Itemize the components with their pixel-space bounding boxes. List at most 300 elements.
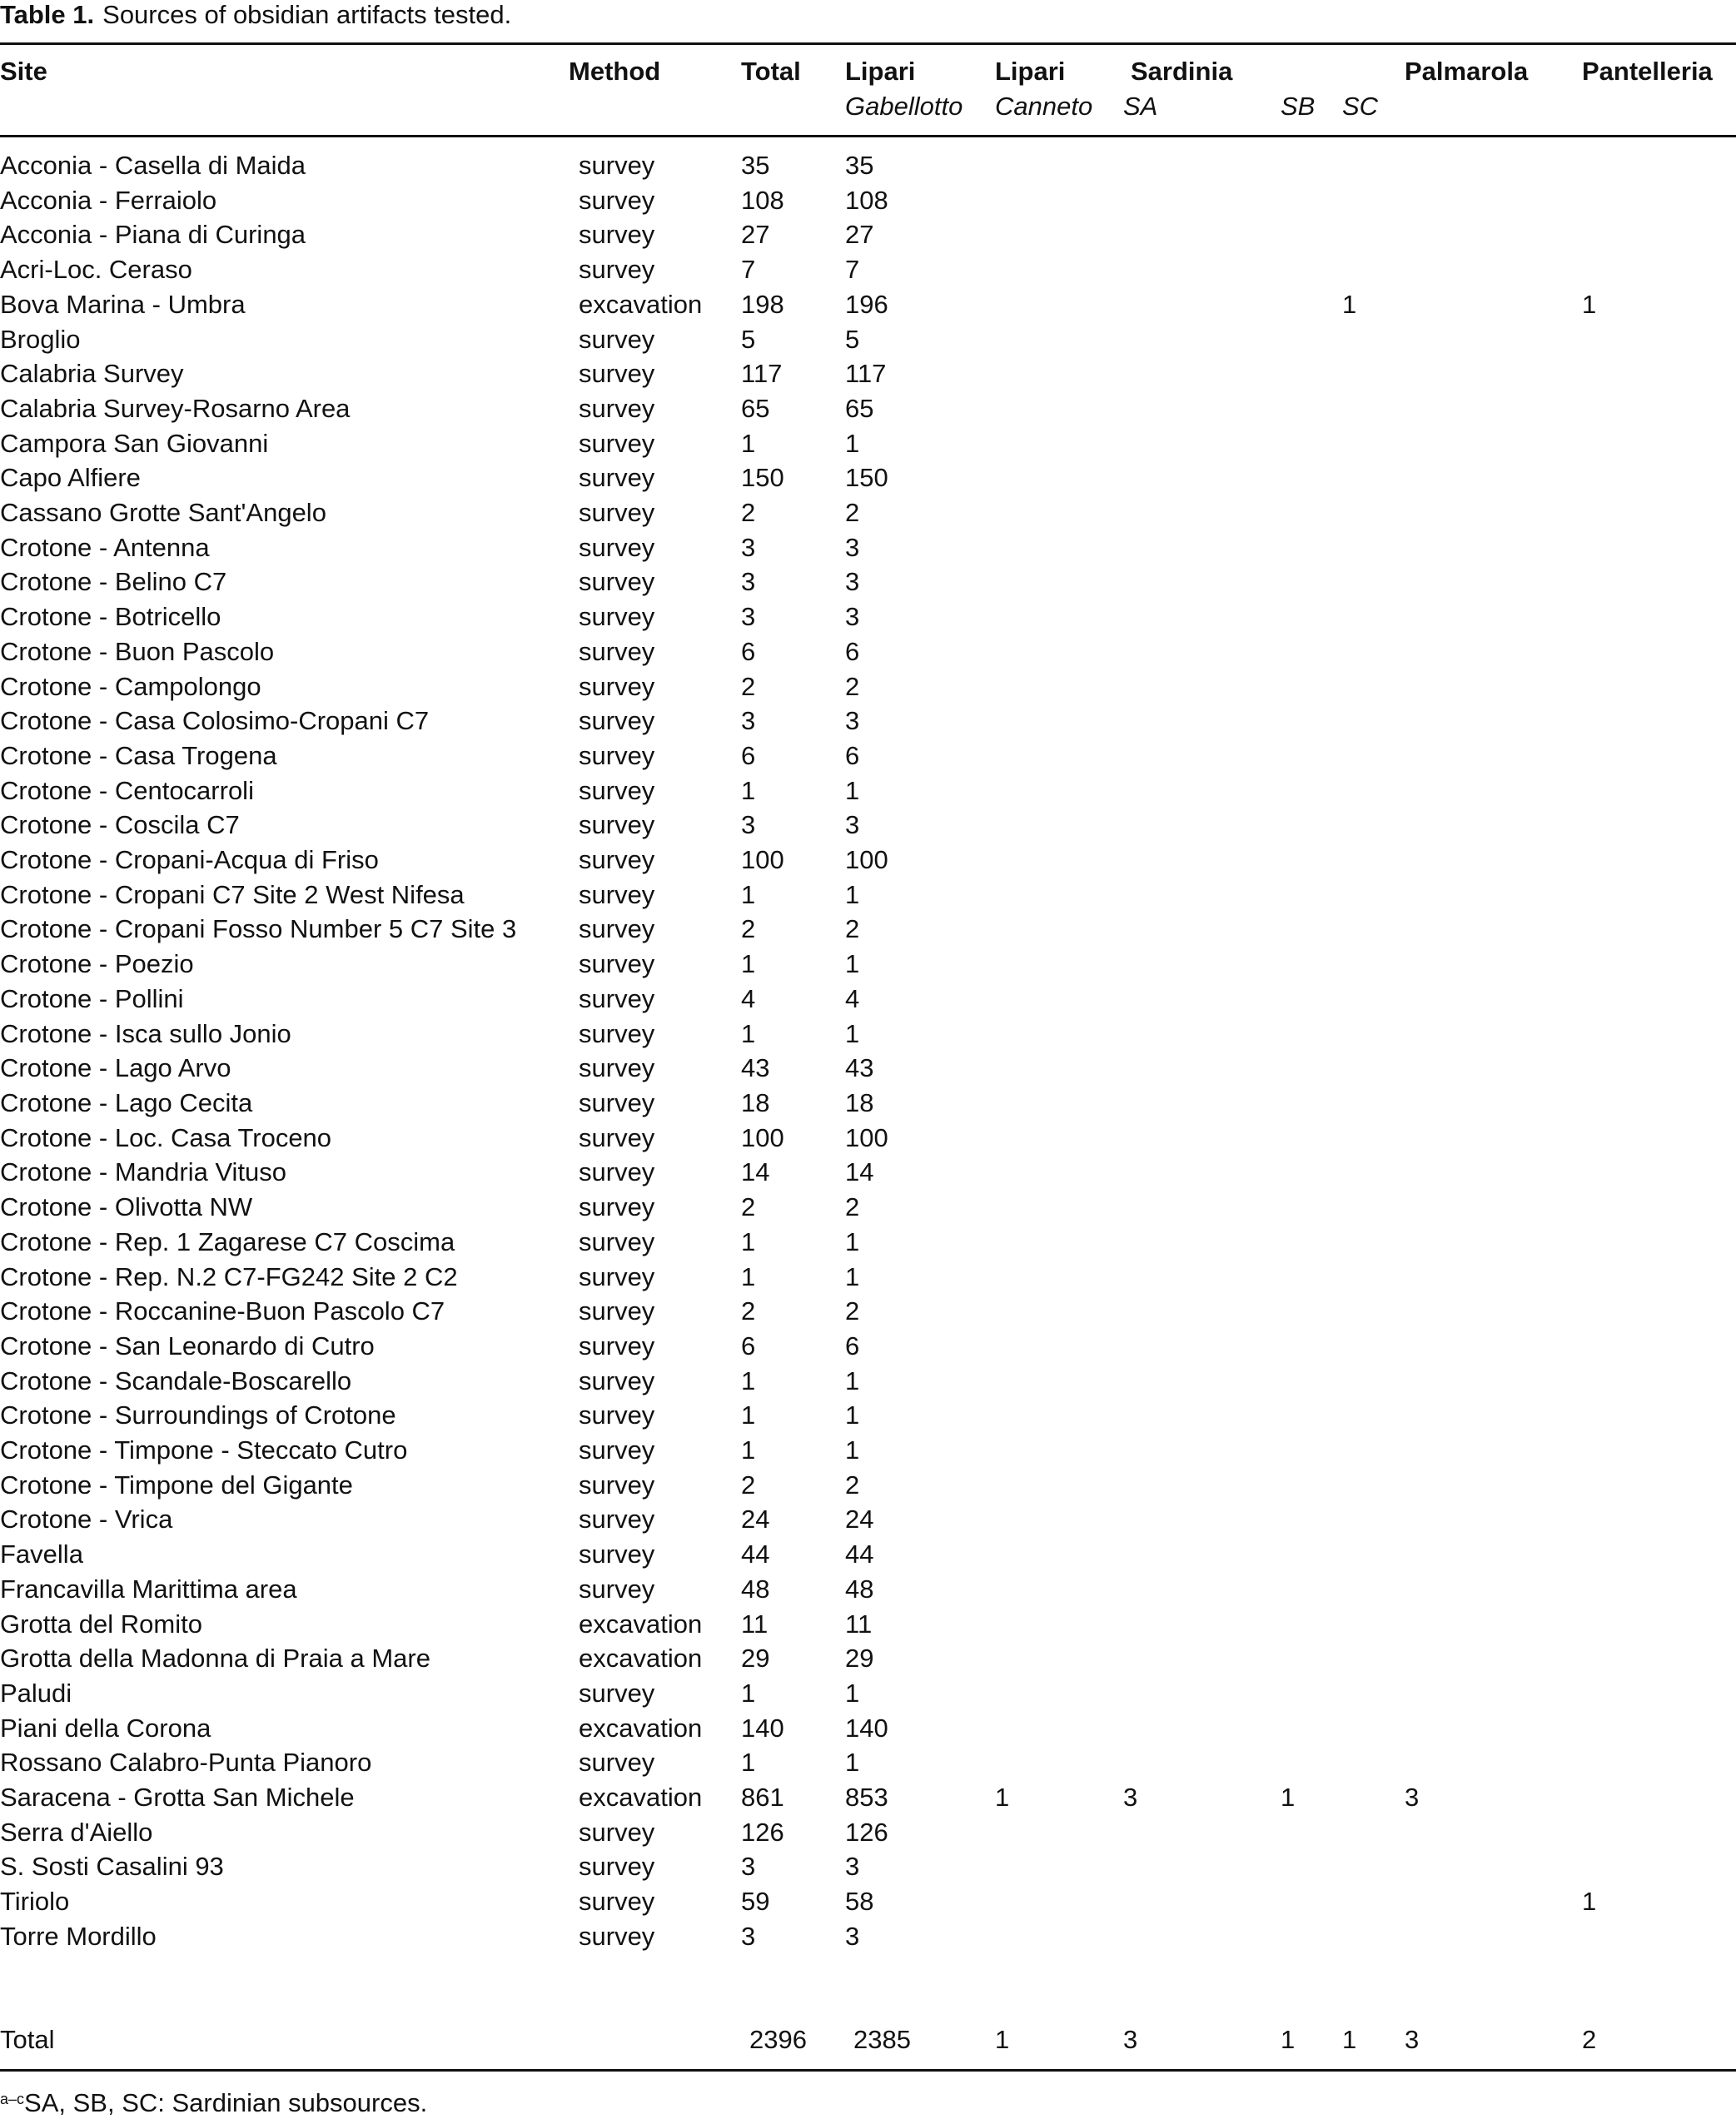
total-pantelleria: 2 <box>1582 2025 1597 2054</box>
cell-total: 1 <box>741 1748 756 1778</box>
cell-lipari-gabellotto: 1 <box>845 1400 860 1430</box>
cell-site: Crotone - Rep. N.2 C7-FG242 Site 2 C2 <box>0 1261 458 1291</box>
cell-lipari-canneto: 1 <box>995 1783 1010 1813</box>
cell-method: survey <box>579 983 655 1013</box>
cell-total: 48 <box>741 1574 770 1604</box>
cell-site: Saracena - Grotta San Michele <box>0 1783 355 1813</box>
cell-total: 117 <box>741 359 783 389</box>
header-palmarola: Palmarola <box>1405 57 1529 86</box>
cell-palmarola: 3 <box>1405 1783 1420 1813</box>
header-rule <box>0 135 1736 137</box>
table-row <box>0 1364 1736 1399</box>
table-row <box>0 1433 1736 1468</box>
cell-sardinia-sb: 1 <box>1281 1783 1296 1813</box>
cell-site: Broglio <box>0 324 81 354</box>
cell-total: 4 <box>741 983 756 1013</box>
cell-method: survey <box>579 1400 655 1430</box>
cell-lipari-gabellotto: 14 <box>845 1157 874 1187</box>
cell-lipari-gabellotto: 58 <box>845 1887 874 1917</box>
table-row <box>0 1780 1736 1815</box>
cell-method: survey <box>579 220 655 250</box>
cell-lipari-gabellotto: 65 <box>845 393 874 423</box>
cell-lipari-gabellotto: 3 <box>845 810 860 840</box>
cell-method: survey <box>579 185 655 215</box>
table-row <box>0 1502 1736 1537</box>
total-lipari-canneto: 1 <box>995 2025 1010 2054</box>
cell-method: survey <box>579 255 655 285</box>
cell-total: 198 <box>741 289 784 319</box>
cell-method: excavation <box>579 289 703 319</box>
header-lipari-gabellotto: Lipari <box>845 57 916 86</box>
cell-lipari-gabellotto: 2 <box>845 1296 860 1326</box>
cell-site: Crotone - Cropani C7 Site 2 West Nifesa <box>0 879 465 909</box>
table-row <box>0 843 1736 878</box>
cell-method: survey <box>579 1365 655 1395</box>
table-row <box>0 1398 1736 1433</box>
cell-method: survey <box>579 949 655 979</box>
cell-lipari-gabellotto: 1 <box>845 949 860 979</box>
cell-lipari-gabellotto: 24 <box>845 1505 874 1535</box>
table-row <box>0 426 1736 461</box>
table-row <box>0 1329 1736 1364</box>
cell-lipari-gabellotto: 6 <box>845 1331 860 1360</box>
cell-lipari-gabellotto: 1 <box>845 1748 860 1778</box>
cell-site: Rossano Calabro-Punta Pianoro <box>0 1748 372 1778</box>
cell-method: survey <box>579 879 655 909</box>
cell-method: survey <box>579 1157 655 1187</box>
cell-total: 1 <box>741 1226 756 1256</box>
cell-pantelleria: 1 <box>1582 1887 1597 1917</box>
cell-method: survey <box>579 532 655 562</box>
cell-lipari-gabellotto: 1 <box>845 1261 860 1291</box>
table-row <box>0 773 1736 808</box>
cell-site: Favella <box>0 1540 83 1569</box>
table-row <box>0 1468 1736 1503</box>
cell-pantelleria: 1 <box>1582 289 1597 319</box>
subheader-sardinia-sc: SC <box>1342 92 1379 121</box>
cell-site: Acconia - Piana di Curinga <box>0 220 306 250</box>
cell-total: 1 <box>741 949 756 979</box>
cell-lipari-gabellotto: 29 <box>845 1644 874 1674</box>
table-row <box>0 1155 1736 1190</box>
cell-total: 3 <box>741 532 756 562</box>
cell-site: Crotone - Timpone - Steccato Cutro <box>0 1435 408 1465</box>
cell-method: survey <box>579 1505 655 1535</box>
cell-site: Crotone - Scandale-Boscarello <box>0 1365 352 1395</box>
table-row <box>0 1815 1736 1850</box>
subheader-lipari-canneto: Canneto <box>995 92 1093 121</box>
header-total: Total <box>741 57 801 86</box>
table-row <box>0 599 1736 634</box>
cell-lipari-gabellotto: 6 <box>845 636 860 666</box>
cell-site: Torre Mordillo <box>0 1921 157 1951</box>
table-row <box>0 460 1736 495</box>
cell-lipari-gabellotto: 3 <box>845 567 860 597</box>
cell-site: Paludi <box>0 1678 72 1708</box>
table-row <box>0 1294 1736 1329</box>
footnote-text: SA, SB, SC: Sardinian subsources. <box>24 2088 428 2117</box>
cell-lipari-gabellotto: 5 <box>845 324 860 354</box>
cell-site: Crotone - Belino C7 <box>0 567 227 597</box>
cell-site: Tiriolo <box>0 1887 70 1917</box>
cell-total: 3 <box>741 706 756 736</box>
table-row <box>0 495 1736 530</box>
cell-sardinia-sc: 1 <box>1342 289 1357 319</box>
cell-lipari-gabellotto: 2 <box>845 498 860 528</box>
cell-total: 1 <box>741 879 756 909</box>
cell-method: survey <box>579 1540 655 1569</box>
table-row <box>0 1641 1736 1676</box>
header-sardinia-sa: Sardinia <box>1131 57 1233 86</box>
cell-site: S. Sosti Casalini 93 <box>0 1852 224 1882</box>
table-row <box>0 252 1736 287</box>
cell-site: Crotone - Roccanine-Buon Pascolo C7 <box>0 1296 445 1326</box>
cell-lipari-gabellotto: 18 <box>845 1087 874 1117</box>
table-row <box>0 530 1736 565</box>
table-label: Table 1. <box>0 0 95 29</box>
cell-total: 1 <box>741 775 756 805</box>
table-row <box>0 148 1736 183</box>
cell-lipari-gabellotto: 100 <box>845 845 888 875</box>
cell-lipari-gabellotto: 11 <box>845 1609 873 1639</box>
cell-site: Crotone - San Leonardo di Cutro <box>0 1331 375 1360</box>
cell-method: survey <box>579 1122 655 1152</box>
cell-lipari-gabellotto: 2 <box>845 914 860 944</box>
table-row <box>0 1121 1736 1156</box>
cell-method: survey <box>579 810 655 840</box>
cell-site: Crotone - Centocarroli <box>0 775 254 805</box>
subheader-sardinia-sa: SA <box>1123 92 1158 121</box>
table-row <box>0 739 1736 773</box>
cell-lipari-gabellotto: 126 <box>845 1817 888 1847</box>
cell-method: survey <box>579 706 655 736</box>
table-row <box>0 1919 1736 1954</box>
subheader-lipari-gabellotto: Gabellotto <box>845 92 963 121</box>
table-row <box>0 1225 1736 1260</box>
cell-method: survey <box>579 498 655 528</box>
cell-site: Bova Marina - Umbra <box>0 289 246 319</box>
table-row <box>0 1676 1736 1711</box>
cell-lipari-gabellotto: 1 <box>845 1678 860 1708</box>
cell-total: 14 <box>741 1157 770 1187</box>
cell-site: Crotone - Campolongo <box>0 671 261 701</box>
cell-total: 24 <box>741 1505 770 1535</box>
header-pantelleria: Pantelleria <box>1582 57 1713 86</box>
cell-lipari-gabellotto: 1 <box>845 879 860 909</box>
cell-lipari-gabellotto: 3 <box>845 1852 860 1882</box>
table-row <box>0 808 1736 843</box>
bottom-rule <box>0 2069 1736 2072</box>
cell-site: Crotone - Pollini <box>0 983 184 1013</box>
cell-total: 3 <box>741 1852 756 1882</box>
cell-total: 1 <box>741 1435 756 1465</box>
cell-lipari-gabellotto: 196 <box>845 289 888 319</box>
cell-total: 3 <box>741 602 756 632</box>
table-row <box>0 878 1736 913</box>
cell-site: Crotone - Coscila C7 <box>0 810 240 840</box>
cell-lipari-gabellotto: 4 <box>845 983 860 1013</box>
cell-total: 3 <box>741 1921 756 1951</box>
cell-lipari-gabellotto: 3 <box>845 1921 860 1951</box>
cell-site: Crotone - Rep. 1 Zagarese C7 Coscima <box>0 1226 455 1256</box>
cell-total: 3 <box>741 810 756 840</box>
cell-lipari-gabellotto: 48 <box>845 1574 874 1604</box>
cell-lipari-gabellotto: 27 <box>845 220 874 250</box>
cell-method: survey <box>579 1296 655 1326</box>
cell-method: survey <box>579 671 655 701</box>
cell-total: 59 <box>741 1887 770 1917</box>
cell-method: survey <box>579 151 655 180</box>
cell-total: 6 <box>741 1331 756 1360</box>
table-row <box>0 1884 1736 1919</box>
header-method: Method <box>569 57 661 86</box>
cell-lipari-gabellotto: 100 <box>845 1122 888 1152</box>
cell-total: 861 <box>741 1783 784 1813</box>
cell-total: 11 <box>741 1609 769 1639</box>
table-row <box>0 704 1736 739</box>
cell-lipari-gabellotto: 1 <box>845 1365 860 1395</box>
cell-total: 1 <box>741 1365 756 1395</box>
table-row <box>0 1711 1736 1746</box>
table-caption <box>0 0 511 30</box>
cell-total: 2 <box>741 498 756 528</box>
cell-method: excavation <box>579 1609 703 1639</box>
table-title: Sources of obsidian artifacts tested. <box>102 0 512 29</box>
cell-site: Campora San Giovanni <box>0 428 269 458</box>
cell-method: excavation <box>579 1783 703 1813</box>
cell-lipari-gabellotto: 108 <box>845 185 888 215</box>
cell-total: 65 <box>741 393 770 423</box>
cell-total: 1 <box>741 428 756 458</box>
cell-lipari-gabellotto: 2 <box>845 671 860 701</box>
cell-method: survey <box>579 740 655 770</box>
cell-method: survey <box>579 1678 655 1708</box>
cell-method: survey <box>579 775 655 805</box>
cell-site: Crotone - Antenna <box>0 532 210 562</box>
cell-site: Crotone - Poezio <box>0 949 194 979</box>
cell-method: survey <box>579 1053 655 1083</box>
cell-total: 7 <box>741 255 756 285</box>
cell-total: 1 <box>741 1261 756 1291</box>
cell-method: survey <box>579 1817 655 1847</box>
cell-method: survey <box>579 1887 655 1917</box>
cell-site: Grotta della Madonna di Praia a Mare <box>0 1644 430 1674</box>
cell-total: 140 <box>741 1713 784 1743</box>
cell-total: 35 <box>741 151 770 180</box>
cell-site: Francavilla Marittima area <box>0 1574 297 1604</box>
footnote <box>0 2083 427 2119</box>
table-row <box>0 1086 1736 1121</box>
cell-total: 6 <box>741 636 756 666</box>
cell-method: survey <box>579 463 655 493</box>
cell-lipari-gabellotto: 1 <box>845 775 860 805</box>
cell-site: Crotone - Mandria Vituso <box>0 1157 287 1187</box>
cell-site: Crotone - Cropani-Acqua di Friso <box>0 845 379 875</box>
total-sardinia-sb: 1 <box>1281 2025 1296 2054</box>
cell-total: 100 <box>741 1122 784 1152</box>
footnote-marker: a–c <box>0 2091 25 2107</box>
table-header <box>0 53 1736 128</box>
cell-total: 108 <box>741 185 784 215</box>
cell-method: survey <box>579 428 655 458</box>
table-row <box>0 1745 1736 1780</box>
cell-method: excavation <box>579 1644 703 1674</box>
cell-site: Calabria Survey-Rosarno Area <box>0 393 351 423</box>
cell-site: Serra d'Aiello <box>0 1817 153 1847</box>
cell-lipari-gabellotto: 117 <box>845 359 887 389</box>
table-row <box>0 356 1736 391</box>
table-row <box>0 1607 1736 1642</box>
cell-method: survey <box>579 1748 655 1778</box>
table-row <box>0 565 1736 599</box>
cell-lipari-gabellotto: 7 <box>845 255 860 285</box>
cell-site: Acconia - Ferraiolo <box>0 185 217 215</box>
cell-method: survey <box>579 324 655 354</box>
cell-site: Crotone - Cropani Fosso Number 5 C7 Site 3 <box>0 914 517 944</box>
cell-site: Crotone - Casa Trogena <box>0 740 277 770</box>
table-row <box>0 669 1736 704</box>
table-row <box>0 287 1736 322</box>
cell-site: Piani della Corona <box>0 1713 211 1743</box>
cell-method: survey <box>579 1852 655 1882</box>
cell-site: Crotone - Botricello <box>0 602 221 632</box>
cell-site: Crotone - Timpone del Gigante <box>0 1470 353 1500</box>
cell-total: 1 <box>741 1018 756 1048</box>
cell-method: survey <box>579 567 655 597</box>
top-rule <box>0 42 1736 45</box>
cell-lipari-gabellotto: 2 <box>845 1470 860 1500</box>
cell-method: survey <box>579 1192 655 1222</box>
cell-total: 1 <box>741 1678 756 1708</box>
cell-method: survey <box>579 845 655 875</box>
cell-total: 44 <box>741 1540 770 1569</box>
cell-method: survey <box>579 393 655 423</box>
table-row <box>0 391 1736 426</box>
total-total: 2396 <box>749 2025 807 2054</box>
total-row <box>0 2022 1736 2057</box>
cell-site: Acri-Loc. Ceraso <box>0 255 192 285</box>
cell-method: survey <box>579 1331 655 1360</box>
cell-total: 150 <box>741 463 784 493</box>
cell-method: survey <box>579 914 655 944</box>
table-row <box>0 1017 1736 1052</box>
cell-lipari-gabellotto: 150 <box>845 463 888 493</box>
cell-total: 2 <box>741 1296 756 1326</box>
cell-total: 2 <box>741 1192 756 1222</box>
cell-total: 27 <box>741 220 770 250</box>
cell-lipari-gabellotto: 1 <box>845 1226 860 1256</box>
cell-method: survey <box>579 636 655 666</box>
total-sardinia-sc: 1 <box>1342 2025 1357 2054</box>
cell-sardinia-sa: 3 <box>1123 1783 1138 1813</box>
cell-lipari-gabellotto: 2 <box>845 1192 860 1222</box>
cell-method: survey <box>579 1435 655 1465</box>
cell-lipari-gabellotto: 3 <box>845 706 860 736</box>
cell-total: 6 <box>741 740 756 770</box>
cell-total: 1 <box>741 1400 756 1430</box>
table-row <box>0 634 1736 669</box>
table-row <box>0 322 1736 357</box>
cell-method: survey <box>579 1574 655 1604</box>
cell-total: 18 <box>741 1087 770 1117</box>
cell-site: Calabria Survey <box>0 359 184 389</box>
cell-total: 2 <box>741 914 756 944</box>
cell-total: 100 <box>741 845 784 875</box>
cell-method: survey <box>579 1470 655 1500</box>
total-lipari-gabellotto: 2385 <box>853 2025 911 2054</box>
header-lipari-canneto: Lipari <box>995 57 1066 86</box>
total-site: Total <box>0 2025 55 2054</box>
table-row <box>0 947 1736 982</box>
cell-lipari-gabellotto: 1 <box>845 1018 860 1048</box>
table-row <box>0 912 1736 947</box>
cell-site: Crotone - Vrica <box>0 1505 173 1535</box>
cell-site: Capo Alfiere <box>0 463 141 493</box>
cell-method: survey <box>579 1226 655 1256</box>
cell-site: Cassano Grotte Sant'Angelo <box>0 498 326 528</box>
cell-lipari-gabellotto: 1 <box>845 1435 860 1465</box>
cell-site: Crotone - Lago Arvo <box>0 1053 231 1083</box>
cell-method: survey <box>579 1261 655 1291</box>
total-sardinia-sa: 3 <box>1123 2025 1138 2054</box>
table-row <box>0 1537 1736 1572</box>
cell-total: 126 <box>741 1817 784 1847</box>
cell-lipari-gabellotto: 1 <box>845 428 860 458</box>
cell-site: Crotone - Casa Colosimo-Cropani C7 <box>0 706 430 736</box>
table-row <box>0 1849 1736 1884</box>
cell-site: Crotone - Isca sullo Jonio <box>0 1018 291 1048</box>
cell-total: 2 <box>741 1470 756 1500</box>
table-row <box>0 982 1736 1017</box>
cell-lipari-gabellotto: 35 <box>845 151 874 180</box>
cell-lipari-gabellotto: 44 <box>845 1540 874 1569</box>
cell-lipari-gabellotto: 43 <box>845 1053 874 1083</box>
table-row <box>0 1260 1736 1295</box>
table-body <box>0 148 1736 1954</box>
cell-total: 5 <box>741 324 756 354</box>
total-palmarola: 3 <box>1405 2025 1420 2054</box>
cell-method: survey <box>579 602 655 632</box>
table-row <box>0 1051 1736 1086</box>
cell-site: Crotone - Lago Cecita <box>0 1087 253 1117</box>
cell-site: Crotone - Loc. Casa Troceno <box>0 1122 332 1152</box>
cell-total: 3 <box>741 567 756 597</box>
cell-method: excavation <box>579 1713 703 1743</box>
table-row <box>0 183 1736 218</box>
cell-site: Crotone - Buon Pascolo <box>0 636 275 666</box>
table-row <box>0 217 1736 252</box>
cell-method: survey <box>579 359 655 389</box>
cell-method: survey <box>579 1087 655 1117</box>
table-row <box>0 1190 1736 1225</box>
cell-lipari-gabellotto: 140 <box>845 1713 888 1743</box>
subheader-sardinia-sb: SB <box>1281 92 1316 121</box>
cell-site: Crotone - Olivotta NW <box>0 1192 253 1222</box>
cell-lipari-gabellotto: 6 <box>845 740 860 770</box>
cell-total: 29 <box>741 1644 770 1674</box>
cell-total: 43 <box>741 1053 770 1083</box>
cell-method: survey <box>579 1921 655 1951</box>
header-site: Site <box>0 57 47 86</box>
cell-lipari-gabellotto: 3 <box>845 602 860 632</box>
cell-site: Crotone - Surroundings of Crotone <box>0 1400 396 1430</box>
cell-site: Acconia - Casella di Maida <box>0 151 306 180</box>
cell-lipari-gabellotto: 3 <box>845 532 860 562</box>
cell-site: Grotta del Romito <box>0 1609 202 1639</box>
cell-lipari-gabellotto: 853 <box>845 1783 888 1813</box>
table-row <box>0 1572 1736 1607</box>
cell-method: survey <box>579 1018 655 1048</box>
